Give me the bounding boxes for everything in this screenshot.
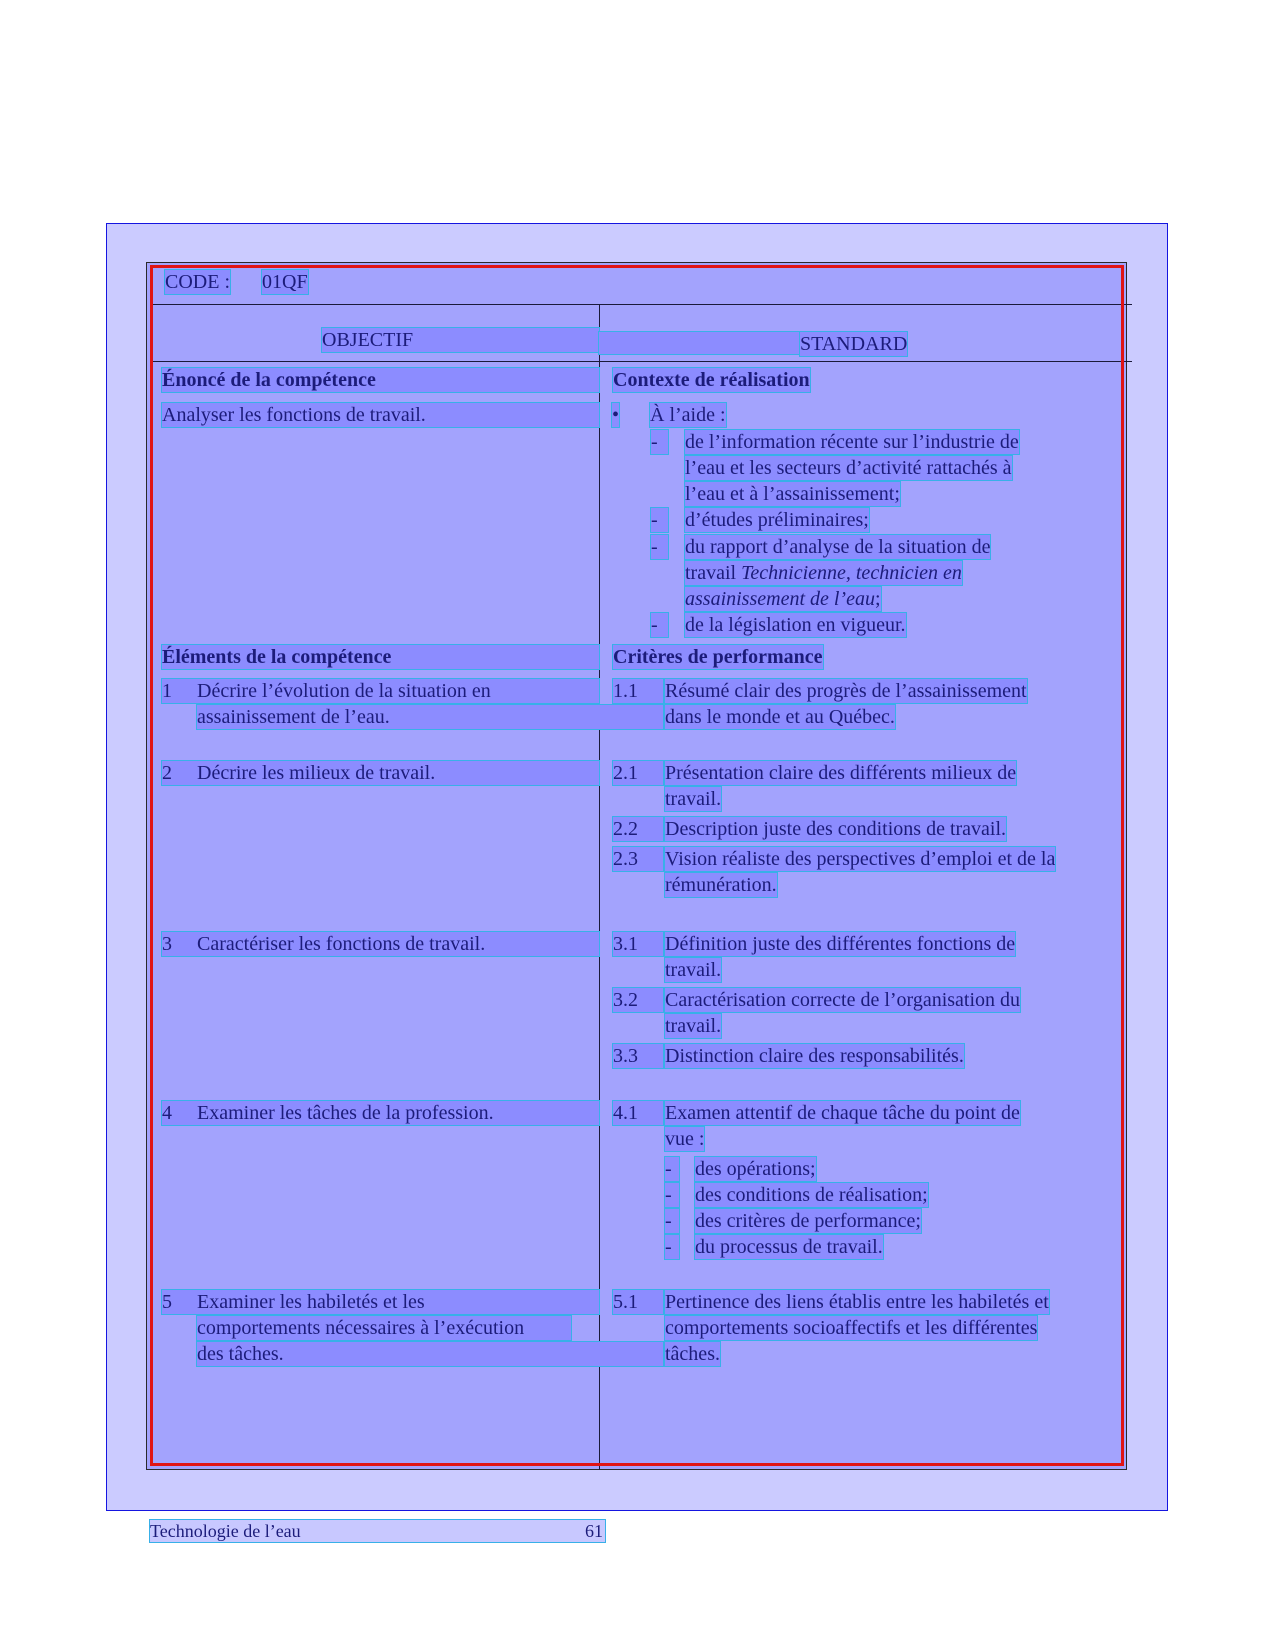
- critere-3-3-line-1: Distinction claire des responsabilités.: [665, 1045, 964, 1067]
- footer-page-number: 61: [585, 1521, 603, 1541]
- critere-1-1-line-1: Résumé clair des progrès de l’assainissement: [665, 680, 1027, 702]
- element-1-text-1: Décrire l’évolution de la situation en: [197, 680, 491, 702]
- rule-columns-bottom: [150, 361, 1132, 362]
- contexte-item-3-l1: du rapport d’analyse de la situation de: [685, 536, 991, 558]
- element-4-text: Examiner les tâches de la profession.: [197, 1102, 494, 1124]
- element-5-number: 5: [162, 1291, 172, 1313]
- contexte-item-3-l2-italic: Technicienne, technicien en: [741, 562, 962, 584]
- column-objectif: OBJECTIF: [322, 328, 599, 352]
- enonce-text: Analyser les fonctions de travail.: [162, 403, 599, 427]
- sub-4-1-dash-3: -: [665, 1209, 679, 1233]
- element-5-text-1: Examiner les habiletés et les: [197, 1291, 425, 1313]
- critere-5-1-line-3: tâches.: [665, 1343, 720, 1365]
- criteres-heading: Critères de performance: [613, 646, 823, 668]
- contexte-dash-4: -: [651, 613, 668, 637]
- rule-column-divider: [599, 304, 600, 1470]
- contexte-heading: Contexte de réalisation: [613, 369, 810, 391]
- critere-5-1-number: 5.1: [613, 1290, 663, 1314]
- column-band: [599, 332, 799, 354]
- critere-2-1-number: 2.1: [613, 761, 663, 785]
- sub-4-1-item-3: des critères de performance;: [695, 1210, 921, 1232]
- critere-2-3-line-2: rémunération.: [665, 874, 777, 896]
- element-1-line-1: [162, 679, 599, 703]
- critere-2-3-line-1: Vision réaliste des perspectives d’emploi et de la: [665, 848, 1056, 870]
- code-value: 01QF: [262, 271, 308, 293]
- contexte-dash-1: -: [651, 430, 668, 454]
- critere-2-1-line-2: travail.: [665, 788, 722, 810]
- contexte-dash-3: -: [651, 535, 668, 559]
- contexte-item-1-l1: de l’information récente sur l’industrie de: [685, 431, 1019, 453]
- critere-1-1-number: 1.1: [613, 679, 663, 703]
- contexte-item-3-l3-italic: assainissement de l’eau: [685, 588, 875, 610]
- element-3-number: 3: [162, 933, 172, 955]
- sub-4-1-dash-4: -: [665, 1235, 679, 1259]
- critere-3-2-line-1: Caractérisation correcte de l’organisation du: [665, 989, 1021, 1011]
- critere-3-1-line-2: travail.: [665, 959, 722, 981]
- critere-2-1-line-1: Présentation claire des différents milieux de: [665, 762, 1017, 784]
- page-footer: [150, 1520, 605, 1542]
- critere-3-2-number: 3.2: [613, 988, 663, 1012]
- footer-title: Technologie de l’eau: [150, 1521, 301, 1541]
- sub-4-1-dash-1: -: [665, 1157, 679, 1181]
- sub-4-1-item-1: des opérations;: [695, 1158, 816, 1180]
- contexte-item-3-l2: [685, 561, 962, 585]
- contexte-dash-2: -: [651, 508, 668, 532]
- column-standard: STANDARD: [800, 333, 908, 355]
- sub-4-1-dash-2: -: [665, 1183, 679, 1207]
- critere-2-3-number: 2.3: [613, 847, 663, 871]
- element-5-line-1: [162, 1290, 599, 1314]
- contexte-item-4: de la législation en vigueur.: [685, 614, 906, 636]
- code-label: CODE :: [165, 271, 230, 293]
- element-1-line-2: assainissement de l’eau.: [197, 705, 663, 729]
- critere-3-2-line-2: travail.: [665, 1015, 722, 1037]
- critere-3-3-number: 3.3: [613, 1044, 663, 1068]
- element-2: [162, 761, 599, 785]
- element-2-number: 2: [162, 762, 172, 784]
- element-4: [162, 1101, 599, 1125]
- elements-heading: Éléments de la compétence: [162, 645, 599, 669]
- element-3-text: Caractériser les fonctions de travail.: [197, 933, 486, 955]
- critere-4-1-number: 4.1: [613, 1101, 663, 1125]
- critere-2-2-line-1: Description juste des conditions de travail.: [665, 818, 1007, 840]
- contexte-item-1-l3: l’eau et à l’assainissement;: [685, 483, 900, 505]
- enonce-heading: Énoncé de la compétence: [162, 368, 599, 392]
- element-5-line-2: comportements nécessaires à l’exécution: [197, 1316, 571, 1340]
- contexte-item-2: d’études préliminaires;: [685, 509, 869, 531]
- element-5-line-3: des tâches.: [197, 1342, 663, 1366]
- critere-3-1-number: 3.1: [613, 932, 663, 956]
- critere-3-1-line-1: Définition juste des différentes fonctions de: [665, 933, 1016, 955]
- contexte-item-3-l2-normal: travail: [685, 562, 742, 584]
- critere-1-1-line-2: dans le monde et au Québec.: [665, 706, 895, 728]
- element-2-text: Décrire les milieux de travail.: [197, 762, 436, 784]
- sub-4-1-item-4: du processus de travail.: [695, 1236, 883, 1258]
- rule-header-bottom: [150, 304, 1132, 305]
- contexte-item-3-l3-end: ;: [874, 588, 881, 610]
- critere-5-1-line-1: Pertinence des liens établis entre les habiletés et: [665, 1291, 1049, 1313]
- critere-4-1-line-1: Examen attentif de chaque tâche du point de: [665, 1102, 1020, 1124]
- element-4-number: 4: [162, 1102, 172, 1124]
- contexte-item-1-l2: l’eau et les secteurs d’activité rattachés à: [685, 457, 1012, 479]
- sub-4-1-item-2: des conditions de réalisation;: [695, 1184, 928, 1206]
- critere-4-1-line-2: vue :: [665, 1128, 705, 1150]
- critere-2-2-number: 2.2: [613, 817, 663, 841]
- contexte-bullet: •: [612, 404, 620, 426]
- element-3: [162, 932, 599, 956]
- critere-5-1-line-2: comportements socioaffectifs et les différentes: [665, 1317, 1038, 1339]
- contexte-intro: À l’aide :: [650, 404, 726, 426]
- contexte-item-3-l3: [685, 587, 881, 611]
- element-1-number: 1: [162, 680, 172, 702]
